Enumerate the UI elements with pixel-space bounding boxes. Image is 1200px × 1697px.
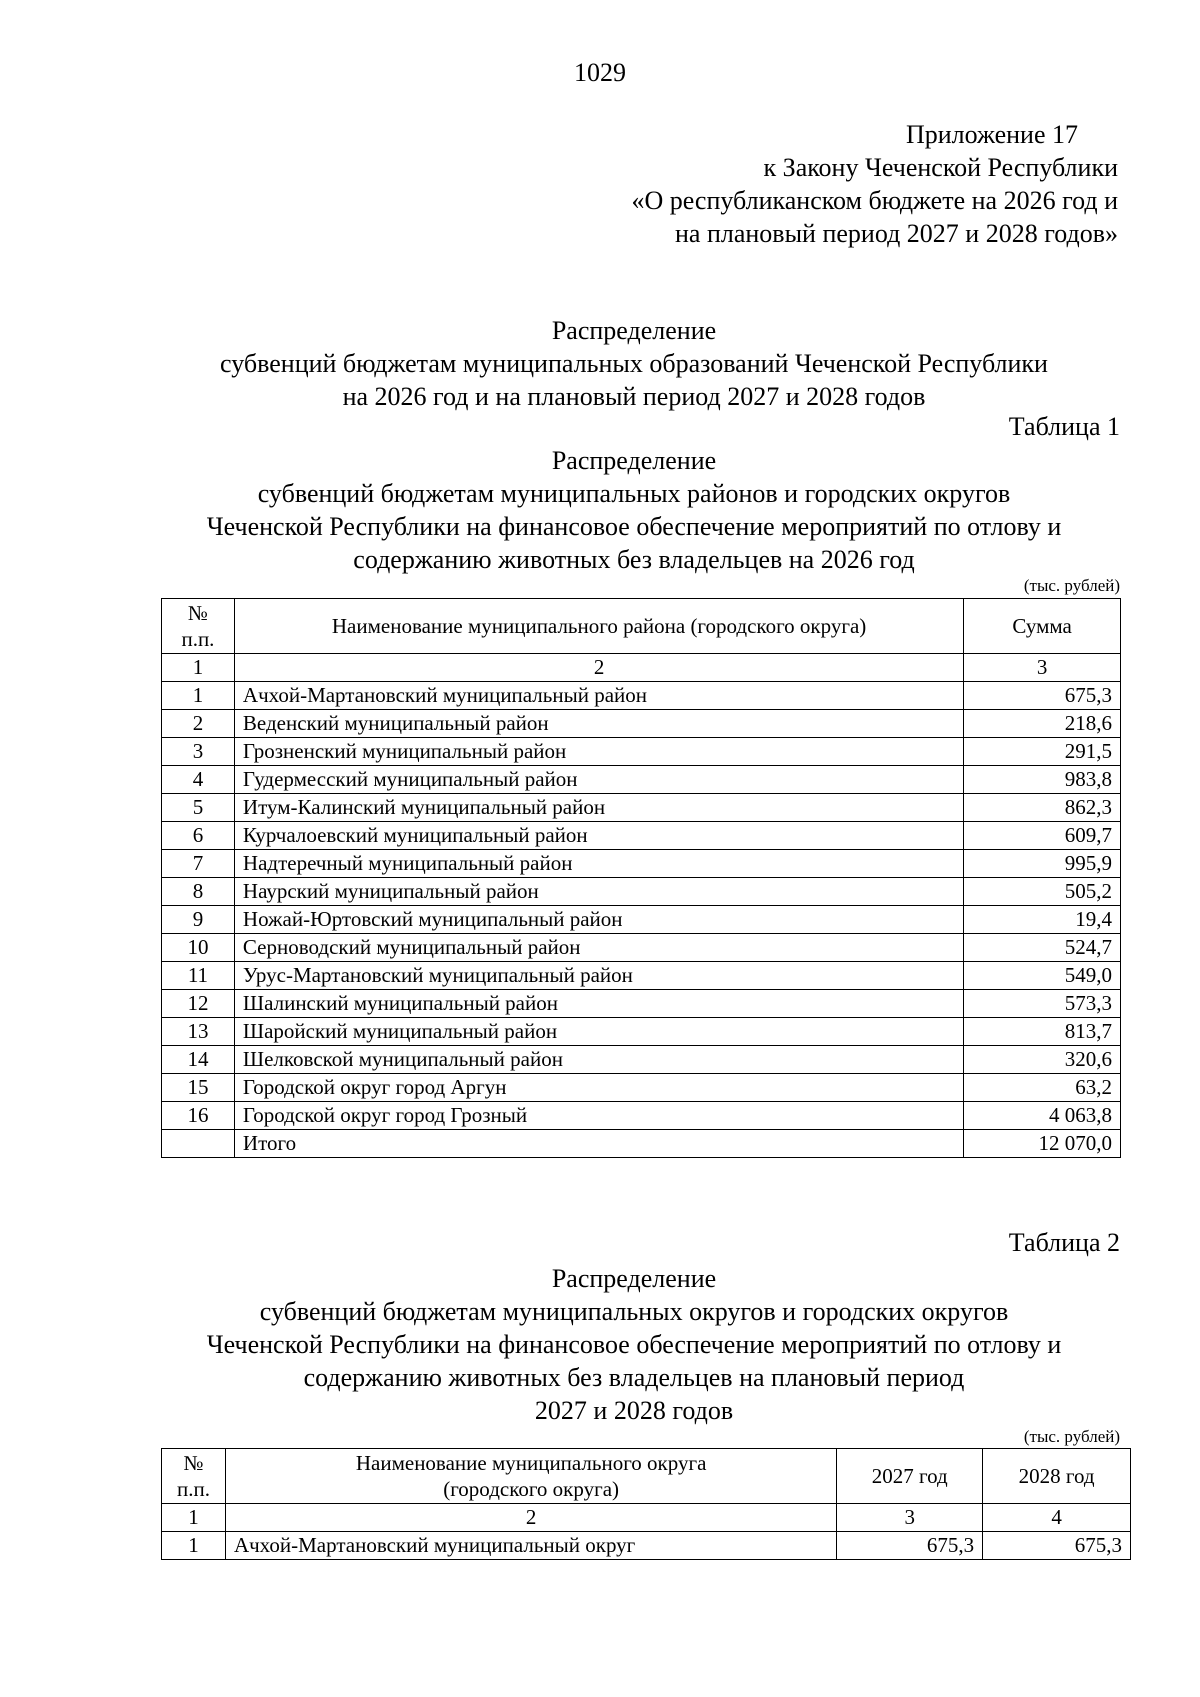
table1-row-name: Ножай-Юртовский муниципальный район: [234, 906, 963, 934]
table1-row-sum: 218,6: [964, 710, 1121, 738]
table2-column-number: 1: [162, 1504, 226, 1532]
table1-row-number: 6: [162, 822, 235, 850]
table2-header-2027: 2027 год: [837, 1449, 983, 1504]
table1-row-name: Гудермесский муниципальный район: [234, 766, 963, 794]
table1-row: [162, 1074, 1121, 1102]
table1-row-sum: 4 063,8: [964, 1102, 1121, 1130]
table1-row-number: 11: [162, 962, 235, 990]
table1-row-name: Наурский муниципальный район: [234, 878, 963, 906]
table1-row: [162, 850, 1121, 878]
table2-title: [150, 1262, 1118, 1427]
table2-row-name: Ачхой-Мартановский муниципальный округ: [225, 1532, 836, 1560]
table1-row-name: Городской округ город Грозный: [234, 1102, 963, 1130]
appendix-line-2: к Закону Чеченской Республики: [763, 153, 1118, 182]
table1-row-number: 7: [162, 850, 235, 878]
table1-row-name: Курчалоевский муниципальный район: [234, 822, 963, 850]
table1-header-number: [162, 599, 235, 654]
table1-row: [162, 822, 1121, 850]
table1-row-sum: 505,2: [964, 878, 1121, 906]
table1-row-name: Веденский муниципальный район: [234, 710, 963, 738]
table1-row-number: 10: [162, 934, 235, 962]
table1-row-name: Надтеречный муниципальный район: [234, 850, 963, 878]
table2: [161, 1448, 1131, 1560]
table1-title-line-4: содержанию животных без владельцев на 2026 год: [353, 545, 915, 574]
table1-row: [162, 878, 1121, 906]
table1-total-sum: 12 070,0: [964, 1130, 1121, 1158]
table1-header-number-line-1: №: [187, 601, 208, 625]
table1-row: [162, 990, 1121, 1018]
table1-row-sum: 524,7: [964, 934, 1121, 962]
appendix-header: [631, 118, 1118, 250]
table2-title-line-5: 2027 и 2028 годов: [534, 1396, 734, 1425]
table1-total-number-cell: [162, 1130, 235, 1158]
table1-header-number-line-2: п.п.: [181, 627, 215, 651]
table1-column-number: 3: [964, 654, 1121, 682]
table1-row: [162, 1046, 1121, 1074]
table1-row: [162, 710, 1121, 738]
table1-column-number: 2: [234, 654, 963, 682]
table2-row-2027: 675,3: [837, 1532, 983, 1560]
appendix-line-4: на плановый период 2027 и 2028 годов»: [675, 219, 1118, 248]
table1-row-number: 13: [162, 1018, 235, 1046]
table1-row: [162, 1018, 1121, 1046]
table1-row: [162, 682, 1121, 710]
table2-header-2028: 2028 год: [983, 1449, 1131, 1504]
table1-unit: (тыс. рублей): [1023, 576, 1120, 595]
table2-header-name-line-2: (городского округа): [443, 1477, 620, 1501]
table1-row-number: 9: [162, 906, 235, 934]
table1-row-sum: 813,7: [964, 1018, 1121, 1046]
table1-row-sum: 19,4: [964, 906, 1121, 934]
table2-column-number: 4: [983, 1504, 1131, 1532]
table2-header-number-line-2: п.п.: [176, 1477, 210, 1501]
table1-row-sum: 609,7: [964, 822, 1121, 850]
table1-row-number: 1: [162, 682, 235, 710]
main-title-line-2: субвенций бюджетам муниципальных образований Чеченской Республики: [220, 349, 1048, 378]
table1-row-number: 5: [162, 794, 235, 822]
table1-row: [162, 1102, 1121, 1130]
table1-row-number: 2: [162, 710, 235, 738]
table1-row-name: Серноводский муниципальный район: [234, 934, 963, 962]
table1-column-number: 1: [162, 654, 235, 682]
table1-row-sum: 320,6: [964, 1046, 1121, 1074]
table2-column-number: 3: [837, 1504, 983, 1532]
table2-header-name-line-1: Наименование муниципального округа: [355, 1451, 707, 1475]
table1-row-sum: 995,9: [964, 850, 1121, 878]
table2-title-line-2: субвенций бюджетам муниципальных округов и городских округов: [259, 1297, 1009, 1326]
table2-title-line-1: Распределение: [551, 1264, 717, 1293]
main-title-line-3: на 2026 год и на плановый период 2027 и 2028 годов: [342, 382, 926, 411]
table1-title: [150, 444, 1118, 576]
table1-row-name: Шалинский муниципальный район: [234, 990, 963, 1018]
table2-column-number: 2: [225, 1504, 836, 1532]
table1-row-number: 15: [162, 1074, 235, 1102]
table1-title-line-2: субвенций бюджетам муниципальных районов и городских округов: [257, 479, 1011, 508]
table1: [161, 598, 1121, 1158]
table1-row-name: Шелковской муниципальный район: [234, 1046, 963, 1074]
table1-row-number: 8: [162, 878, 235, 906]
table1-title-line-1: Распределение: [551, 446, 717, 475]
table1-row: [162, 962, 1121, 990]
table2-header-number: [162, 1449, 226, 1504]
table1-column-numbers-row: [162, 654, 1121, 682]
table1-row: [162, 906, 1121, 934]
table1-row-sum: 862,3: [964, 794, 1121, 822]
table1-row-sum: 63,2: [964, 1074, 1121, 1102]
table1-row-number: 14: [162, 1046, 235, 1074]
table1-total-row: [162, 1130, 1121, 1158]
table1-row-name: Итум-Калинский муниципальный район: [234, 794, 963, 822]
table1-row-number: 12: [162, 990, 235, 1018]
table1-header-sum: Сумма: [964, 599, 1121, 654]
table1-row-number: 4: [162, 766, 235, 794]
table1-row-sum: 291,5: [964, 738, 1121, 766]
table1-row-sum: 675,3: [964, 682, 1121, 710]
table2-row: [162, 1532, 1131, 1560]
page-number: 1029: [574, 58, 626, 87]
table2-header-row: [162, 1449, 1131, 1504]
table1-row-number: 16: [162, 1102, 235, 1130]
table2-unit: (тыс. рублей): [1023, 1427, 1120, 1446]
table1-row: [162, 934, 1121, 962]
table1-row-name: Шаройский муниципальный район: [234, 1018, 963, 1046]
table1-row-sum: 573,3: [964, 990, 1121, 1018]
table1-row-name: Городской округ город Аргун: [234, 1074, 963, 1102]
table2-row-number: 1: [162, 1532, 226, 1560]
table2-title-line-4: содержанию животных без владельцев на плановый период: [303, 1363, 965, 1392]
table1-title-line-3: Чеченской Республики на финансовое обеспечение мероприятий по отлову и: [206, 512, 1062, 541]
table1-label: Таблица 1: [1008, 412, 1120, 441]
table1-header-name: Наименование муниципального района (городского округа): [234, 599, 963, 654]
table1-row-number: 3: [162, 738, 235, 766]
table2-header-name: [225, 1449, 836, 1504]
table1-row-sum: 983,8: [964, 766, 1121, 794]
table1-header-row: [162, 599, 1121, 654]
main-title-line-1: Распределение: [551, 316, 717, 345]
table2-row-2028: 675,3: [983, 1532, 1131, 1560]
table1-row: [162, 794, 1121, 822]
table2-column-numbers-row: [162, 1504, 1131, 1532]
table1-row: [162, 766, 1121, 794]
table1-row-sum: 549,0: [964, 962, 1121, 990]
table1-row-name: Грозненский муниципальный район: [234, 738, 963, 766]
appendix-line-3: «О республиканском бюджете на 2026 год и: [631, 186, 1118, 215]
appendix-line-1: Приложение 17: [905, 120, 1078, 149]
table1-row-name: Ачхой-Мартановский муниципальный район: [234, 682, 963, 710]
table1-total-label: Итого: [234, 1130, 963, 1158]
table2-header-number-line-1: №: [183, 1451, 204, 1475]
table1-row-name: Урус-Мартановский муниципальный район: [234, 962, 963, 990]
table2-label: Таблица 2: [1008, 1228, 1120, 1257]
table1-row: [162, 738, 1121, 766]
main-title: [150, 314, 1118, 413]
table2-title-line-3: Чеченской Республики на финансовое обеспечение мероприятий по отлову и: [206, 1330, 1062, 1359]
